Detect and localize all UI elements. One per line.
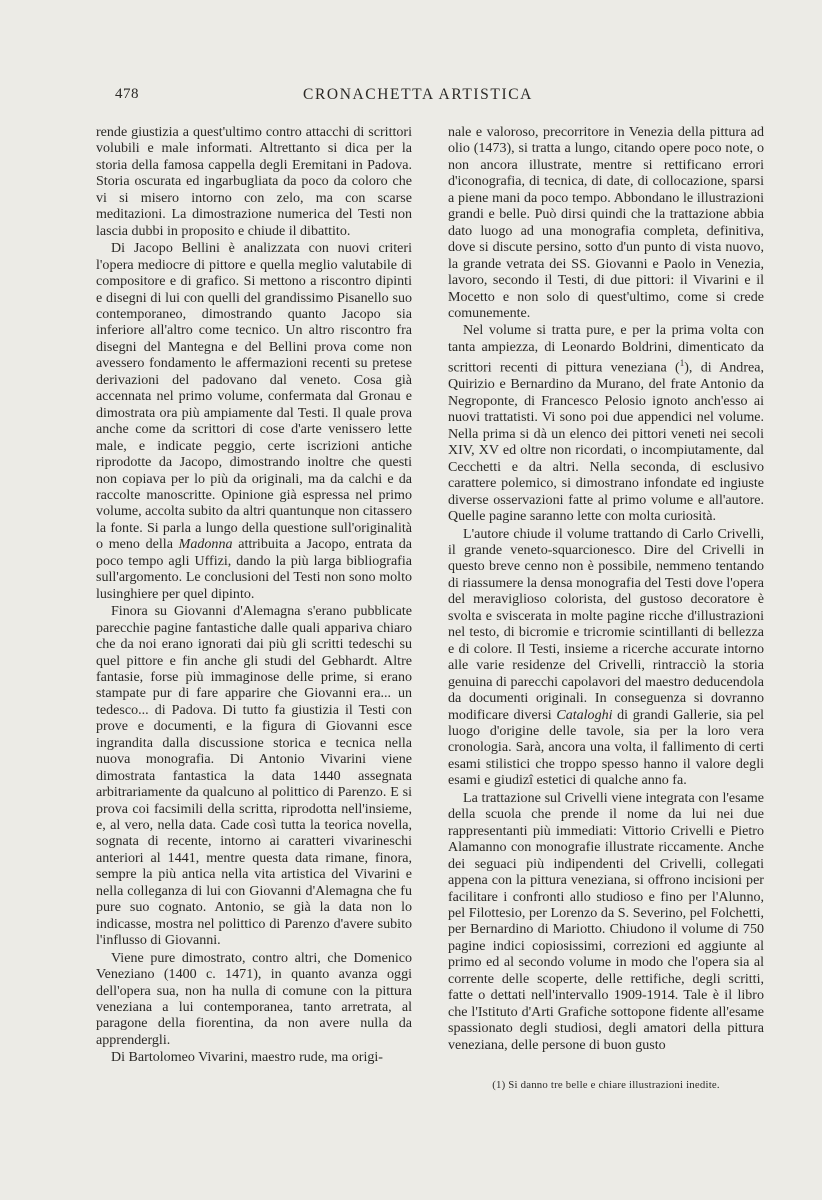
text-run: ), di Andrea, Quirizio e Bernardino da Murano, del frate Antonio da Negroponte, di Francesco Pelosio ignoto anch'esso ai nuovi trattatisti. Vi sono poi due appendici nel volume. Nella prima si dà un elenco dei pittori veneti nei secoli XIV, XV ed oltre non ricordati, o incompiutamente, dal Cecchetti e da altri. Nella seconda, di esclusivo carattere polemico, si dimostrano infondate ed ingiuste diverse osservazioni fatte al primo volume e all'autore. Quelle pagine saranno lette con molta curiosità. bbox=[448, 360, 764, 525]
left-column bbox=[96, 124, 412, 1066]
paragraph bbox=[448, 322, 764, 524]
right-column bbox=[448, 124, 764, 1053]
paragraph: La trattazione sul Crivelli viene integrata con l'esame della scuola che prende il nome da lui nei due rappresentanti più immediati: Vittorio Crivelli e Pietro Alamanno con monografie illustrate riccamente. Anche dei seguaci più indipendenti del Crivelli, collegati appena con la pittura veneziana, si offrono incisioni per facilitare i confronti allo studioso e fino per l'Alunno, pel Filottesio, per Lorenzo da S. Severino, pel Folchetti, per Bernardino di Mariotto. Chiudono il volume di 750 pagine indici copiosissimi, correzioni ed aggiunte al primo ed al secondo volume in modo che l'opera sia al corrente delle scoperte, delle rettifiche, degli scritti, fatte o dettati nell'intervallo 1909-1914. Tale è il libro che l'Istituto d'Arti Grafiche sottopone fidente all'esame spassionato degli studiosi, degli amatori della pittura veneziana, delle persone di buon gusto bbox=[448, 789, 764, 1053]
italic-title: Madonna bbox=[178, 536, 233, 553]
text-run: attribuita a Jacopo, entrata da poco tempo agli Uffizi, dando la più larga bibliografia sull'argomento. Le conclusioni del Testi non sono molto lusinghiere per quel dipinto. bbox=[96, 536, 412, 602]
footnote-ref: 1 bbox=[679, 358, 685, 369]
footnote: (1) Si danno tre belle e chiare illustrazioni inedite. bbox=[492, 1079, 720, 1091]
text-run: di grandi Gallerie, sia pel luogo d'origine delle tavole, sia per la loro vera cronologia. Sarà, ancora una volta, il fallimento di certi esami stilistici che troppo spesso hanno il valore degli esami e giudizî estetici di qualche anno fa. bbox=[448, 706, 764, 789]
page-number: 478 bbox=[115, 86, 139, 102]
paragraph bbox=[448, 526, 764, 789]
text-run: Nel volume si tratta pure, e per la prima volta con tanta ampiezza, di Leonardo Boldrini, dimenticato da scrittori recenti di pittura veneziana ( bbox=[448, 322, 764, 377]
text-run: Di Jacopo Bellini è analizzata con nuovi criteri l'opera mediocre di pittore e quella meglio valutabile di compositore e di grafico. Si mettono a riscontro dipinti e disegni di lui con quelli del grandissimo Pisanello suo contemporaneo, dimostrando quanto Jacopo sia inferiore all'altro come tecnico. Un altro riscontro fra disegni del Mantegna e del Bellini prova come non avessero fondamento le affermazioni recenti su pretese derivazioni del padovano dal veneto. Cosa già accennata nel primo volume, confermata dal Gronau e dimostrata ora più ampiamente dal Testi. Il quale prova anche come da scrittori di cose d'arte venissero lette male, e indicate peggio, certe iscrizioni antiche riprodotte da Jacopo, dimostrando inoltre che questi non copiava per lo più da originali, ma da calchi e da raccolte manoscritte. Opinione già espressa nel primo volume, accolta subito da altri quantunque non citassero la fonte. Si parla a lungo della questione sull'originalità o meno della bbox=[96, 240, 412, 553]
text-run: L'autore chiude il volume trattando di Carlo Crivelli, il grande veneto-squarcionesco. Dire del Crivelli in questo breve cenno non è possibile, nemmeno tentando di riassumere la densa monografia del Testi dove l'opera del meraviglioso colorista, del gustoso decoratore è svolta e sviscerata in molte pagine ricche d'illustrazioni nel testo, di bicromie e tricromie scintillanti di bellezza e di colore. Il Testi, insieme a ricerche accurate intorno alle varie residenze del Crivelli, rintracciò la storia genuina di parecchi capolavori del maestro deducendola da documenti originali. In conseguenza si dovranno modificare diversi bbox=[448, 525, 764, 723]
italic-title: Cataloghi bbox=[556, 706, 613, 723]
paragraph: rende giustizia a quest'ultimo contro attacchi di scrittori volubili e male informati. Altrettanto si dica per la storia della famosa cappella degli Eremitani in Padova. Storia oscurata ed ingarbugliata da poco da coloro che vi si misero intorno con zelo, ma con scarse meditazioni. La dimostrazione numerica del Testi non lascia dubbi in proposito e chiude il dibattito. bbox=[96, 124, 412, 239]
paragraph bbox=[96, 240, 412, 602]
paragraph: nale e valoroso, precorritore in Venezia della pittura ad olio (1473), si tratta a lungo, citando opere poco note, o non ancora illustrate, mentre si rettificano errori d'iconografia, di tecnica, di date, di collocazione, sparsi a piene mani da poco tempo. Abbondano le illustrazioni grandi e belle. Può dirsi quindi che la trattazione abbia dato luogo ad una monografia completa, definitiva, dove si discute persino, sotto d'un punto di vista nuovo, la grande vetrata dei SS. Giovanni e Paolo in Venezia, lavoro, secondo il Testi, di due pittori: il Vivarini e il Mocetto e non solo di quest'ultimo, come si crede comunemente. bbox=[448, 124, 764, 321]
running-title: CRONACHETTA ARTISTICA bbox=[303, 86, 533, 103]
paragraph: Finora su Giovanni d'Alemagna s'erano pubblicate parecchie pagine fantastiche dalle quali appariva chiaro che da noi erano ignorati dai più gli scritti tedeschi su quel pittore e fin anche gli studi del Gebhardt. Altre fantasie, forse più immaginose delle prime, si erano stampate pur di fare apparire che Giovanni era... un tedesco... di Padova. Di tutto fa giustizia il Testi con prove e documenti, e la figura di Giovanni esce ingrandita dalla discussione storica e tecnica nella nuova monografia. Di Antonio Vivarini viene dimostrata fantastica la data 1440 assegnata arbitrariamente da qualcuno al polittico di Parenzo. E si prova coi facsimili della scritta, riprodotta nell'insieme, e, al vero, nella data. Cade così tutta la teorica novella, sognata di recente, intorno ai caratteri vivarineschi anteriori al 1441, mentre questa data rimane, finora, sempre la più antica nella vita artistica del Vivarini e nella colleganza di lui con Giovanni d'Alemagna che fu pure suo cognato. Antonio, se già la data non lo indicasse, mostra nel polittico di Parenzo d'avere subito l'influsso di Giovanni. bbox=[96, 603, 412, 949]
page-header bbox=[107, 86, 729, 108]
paragraph: Viene pure dimostrato, contro altri, che Domenico Veneziano (1400 c. 1471), in quanto avanza oggi dell'opera sua, non ha nulla di comune con la pittura veneziana a lui contemporanea, tanto arretrata, al paragone della fiorentina, da non avere nulla da apprendergli. bbox=[96, 949, 412, 1048]
paragraph: Di Bartolomeo Vivarini, maestro rude, ma origi- bbox=[111, 1049, 383, 1066]
